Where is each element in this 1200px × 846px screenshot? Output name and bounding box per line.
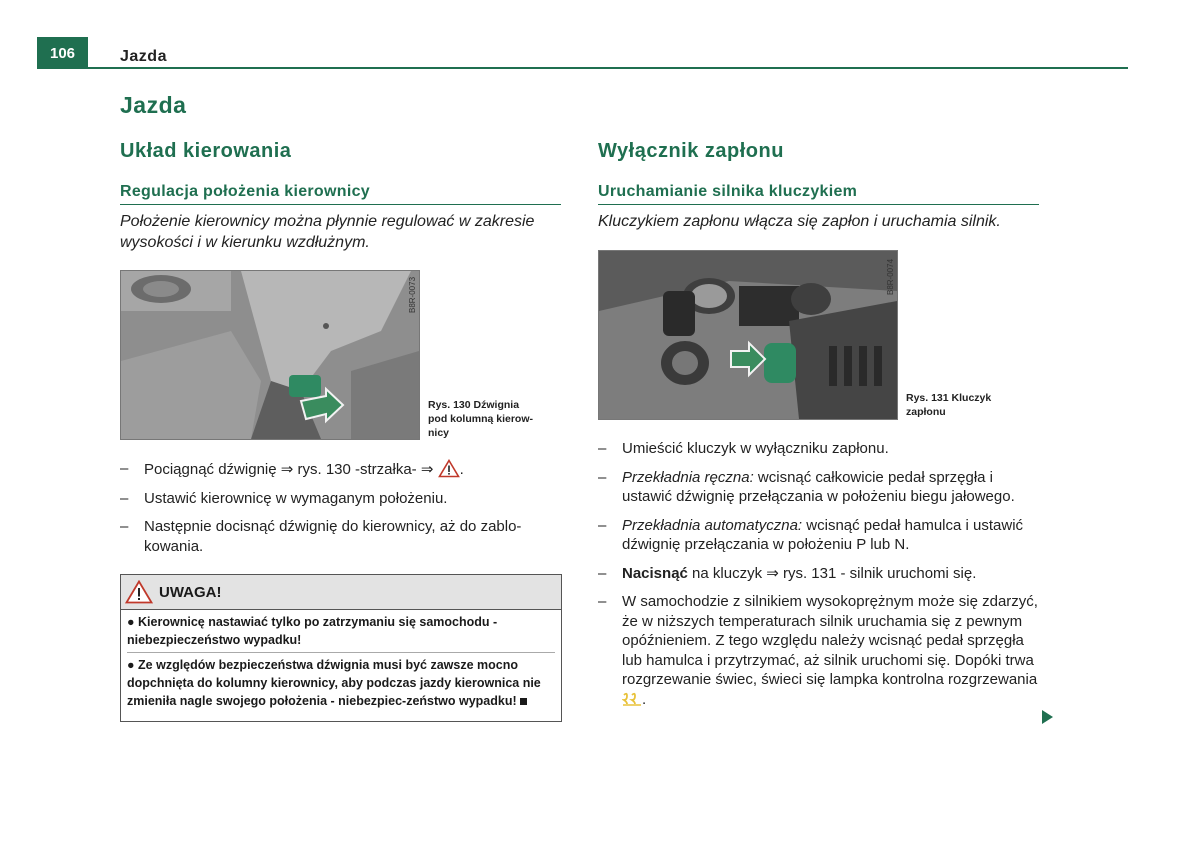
header-section-title: Jazda <box>120 48 167 65</box>
header-rule <box>88 67 1128 69</box>
right-intro: Kluczykiem zapłonu włącza się zapłon i uruchamia silnik. <box>598 213 1001 230</box>
step-dash: – <box>598 516 607 534</box>
warning-item: ● Ze względów bezpieczeństwa dźwignia musi być zawsze mocno dopchnięta do kolumny kierownicy, aby podczas jazdy kierownica nie zmieniła nagle swojego położenia - niebezpiec-zeństwo wypadku! <box>127 658 541 708</box>
warning-triangle-icon <box>125 580 153 604</box>
warning-box <box>120 574 562 722</box>
step-item <box>598 468 1038 507</box>
page-title: Jazda <box>120 92 187 118</box>
figure-code: B8R-0073 <box>408 276 417 313</box>
left-subheading-rule <box>120 204 561 205</box>
step-text: Następnie docisnąć dźwignię do kierownicy, aż do zablo-kowania. <box>144 518 522 555</box>
ignition-key-illustration <box>599 251 897 419</box>
step-dash: – <box>598 468 607 486</box>
right-heading: Wyłącznik zapłonu <box>598 140 784 162</box>
right-steps <box>598 439 1038 709</box>
figure-caption <box>906 391 1036 419</box>
warning-header <box>121 575 561 610</box>
steering-lever-figure <box>120 270 420 440</box>
step-dash: – <box>120 489 129 507</box>
step-item <box>598 516 1038 555</box>
left-heading: Układ kierowania <box>120 140 292 162</box>
step-dash: – <box>120 460 129 477</box>
step-text: Pociągnąć dźwignię ⇒ rys. 130 -strzałka- ⇒ . <box>144 461 464 478</box>
step-text: Ustawić kierownicę w wymaganym położeniu. <box>144 489 448 507</box>
warning-item: ● Kierownicę nastawiać tylko po zatrzymaniu się samochodu - niebezpieczeństwo wypadku! <box>127 615 498 647</box>
figure-caption <box>428 398 558 440</box>
caption-line: Rys. 130 Dźwignia <box>428 399 520 411</box>
step-label: Nacisnąć <box>622 564 688 582</box>
step-item <box>120 459 565 480</box>
step-dash: – <box>598 440 607 457</box>
step-text: Przekładnia automatyczna: wcisnąć pedał hamulca i ustawić dźwignię przełączania w położeniu P lub N. <box>622 516 1024 553</box>
caption-line: zapłonu <box>906 406 946 418</box>
step-dash: – <box>598 564 607 582</box>
end-of-section-icon <box>520 698 527 705</box>
step-text: Nacisnąć na kluczyk ⇒ rys. 131 - silnik uruchomi się. <box>622 564 977 582</box>
figure-code: B8R-0074 <box>886 258 895 295</box>
caption-line: nicy <box>428 427 450 439</box>
step-dash: – <box>598 593 607 610</box>
caption-line: pod kolumną kierow- <box>428 413 534 425</box>
right-subheading: Uruchamianie silnika kluczykiem <box>598 183 858 200</box>
page-number: 106 <box>37 37 88 69</box>
left-intro: Położenie kierownicy można płynnie regulować w zakresie wysokości i w kierunku wzdłużnym. <box>120 213 535 251</box>
step-item <box>598 564 1038 584</box>
step-label: Przekładnia ręczna: <box>622 468 754 486</box>
step-item <box>120 517 565 556</box>
step-item <box>598 439 1038 459</box>
step-item <box>598 592 1038 709</box>
ignition-key-figure <box>598 250 898 420</box>
left-steps <box>120 459 565 556</box>
left-subheading: Regulacja położenia kierownicy <box>120 183 370 200</box>
step-text: Przekładnia ręczna: wcisnąć całkowicie pedał sprzęgła i ustawić dźwignię przełączania w położeniu biegu jałowego. <box>622 468 1015 505</box>
step-item <box>120 489 565 509</box>
glow-plug-icon <box>622 692 642 706</box>
step-text: Umieścić kluczyk w wyłączniku zapłonu. <box>622 440 889 457</box>
caption-line: Rys. 131 Kluczyk <box>906 392 992 404</box>
step-text: W samochodzie z silnikiem wysokoprężnym może się zdarzyć, że w niższych temperaturach silnik uruchamia się z pewnym opóźnieniem. Z tego względu należy wcisnąć pedał sprzęgła lub hamulca i przytrzymać, aż silnik uruchomi się. Dopóki trwa rozgrzewanie świec, świeci się lampka kontrolna rozgrzewania . <box>622 593 1038 708</box>
warning-triangle-icon <box>438 459 460 478</box>
step-label: Przekładnia automatyczna: <box>622 516 803 534</box>
warning-title: UWAGA! <box>159 583 222 601</box>
steering-lever-illustration <box>121 271 419 439</box>
right-subheading-rule <box>598 204 1039 205</box>
step-dash: – <box>120 518 129 535</box>
continue-arrow-icon <box>1042 710 1053 724</box>
